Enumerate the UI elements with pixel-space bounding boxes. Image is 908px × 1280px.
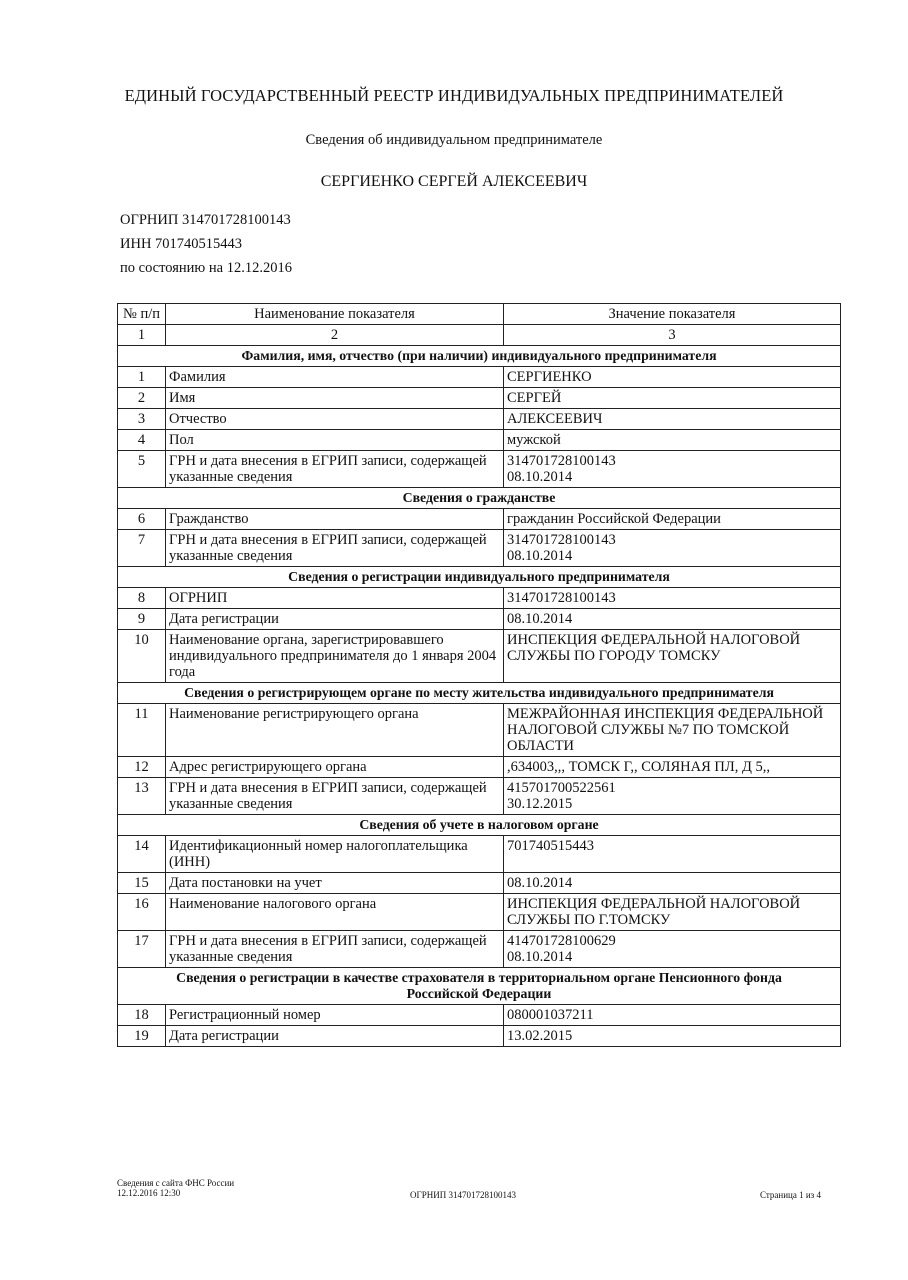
row-number: 17 — [118, 931, 166, 968]
indicator-value: мужской — [504, 430, 841, 451]
indicator-value: 080001037211 — [504, 1005, 841, 1026]
indicator-value — [504, 931, 841, 968]
table-index-row — [118, 325, 841, 346]
indicator-value-line: 08.10.2014 — [507, 548, 573, 564]
index-cell-3: 3 — [504, 325, 841, 346]
indicator-name: Фамилия — [166, 367, 504, 388]
indicator-name: Дата регистрации — [166, 609, 504, 630]
row-number: 8 — [118, 588, 166, 609]
row-number: 14 — [118, 836, 166, 873]
indicator-value: АЛЕКСЕЕВИЧ — [504, 409, 841, 430]
section-header-row — [118, 683, 841, 704]
indicator-name: Наименование регистрирующего органа — [166, 704, 504, 757]
row-number: 9 — [118, 609, 166, 630]
header-cell-name: Наименование показателя — [166, 304, 504, 325]
row-number: 2 — [118, 388, 166, 409]
footer-source-text: Сведения с сайта ФНС России — [117, 1178, 235, 1188]
indicator-name: ГРН и дата внесения в ЕГРИП записи, содержащей указанные сведения — [166, 931, 504, 968]
row-number: 5 — [118, 451, 166, 488]
row-number: 13 — [118, 778, 166, 815]
table-row — [118, 836, 841, 873]
indicator-name: Наименование органа, зарегистрировавшего индивидуального предпринимателя до 1 января 2004 года — [166, 630, 504, 683]
indicator-name: ГРН и дата внесения в ЕГРИП записи, содержащей указанные сведения — [166, 451, 504, 488]
table-row — [118, 530, 841, 567]
table-row — [118, 778, 841, 815]
indicator-value: 08.10.2014 — [504, 609, 841, 630]
document-subtitle: Сведения об индивидуальном предпринимателе — [305, 132, 603, 148]
section-header-row — [118, 488, 841, 509]
index-cell-2: 2 — [166, 325, 504, 346]
indicator-value: 701740515443 — [504, 836, 841, 873]
indicator-value: ИНСПЕКЦИЯ ФЕДЕРАЛЬНОЙ НАЛОГОВОЙ СЛУЖБЫ ПО ГОРОДУ ТОМСКУ — [504, 630, 841, 683]
section-title: Сведения об учете в налоговом органе — [118, 815, 841, 836]
section-title: Фамилия, имя, отчество (при наличии) индивидуального предпринимателя — [118, 346, 841, 367]
registry-table — [117, 303, 841, 1047]
row-number: 15 — [118, 873, 166, 894]
date-line: по состоянию на 12.12.2016 — [120, 260, 292, 276]
section-title: Сведения о регистрирующем органе по месту жительства индивидуального предпринимателя — [118, 683, 841, 704]
ogrnip-line: ОГРНИП 314701728100143 — [120, 212, 291, 228]
indicator-name: Наименование налогового органа — [166, 894, 504, 931]
indicator-name: Идентификационный номер налогоплательщика (ИНН) — [166, 836, 504, 873]
row-number: 11 — [118, 704, 166, 757]
index-cell-1: 1 — [118, 325, 166, 346]
header-cell-number: № п/п — [118, 304, 166, 325]
table-row — [118, 630, 841, 683]
indicator-value — [504, 530, 841, 567]
table-row — [118, 409, 841, 430]
indicator-value-line: 30.12.2015 — [507, 796, 573, 812]
row-number: 7 — [118, 530, 166, 567]
footer-ogrnip: ОГРНИП 314701728100143 — [410, 1190, 516, 1200]
document-title: ЕДИНЫЙ ГОСУДАРСТВЕННЫЙ РЕЕСТР ИНДИВИДУАЛЬНЫХ ПРЕДПРИНИМАТЕЛЕЙ — [124, 86, 784, 105]
table-row — [118, 588, 841, 609]
indicator-value-line: 415701700522561 — [507, 780, 616, 796]
indicator-value: 08.10.2014 — [504, 873, 841, 894]
indicator-name: ГРН и дата внесения в ЕГРИП записи, содержащей указанные сведения — [166, 778, 504, 815]
person-name: СЕРГИЕНКО СЕРГЕЙ АЛЕКСЕЕВИЧ — [320, 173, 588, 190]
table-row — [118, 931, 841, 968]
table-row — [118, 388, 841, 409]
indicator-value — [504, 778, 841, 815]
row-number: 6 — [118, 509, 166, 530]
table-row — [118, 609, 841, 630]
header-cell-value: Значение показателя — [504, 304, 841, 325]
section-header-row — [118, 567, 841, 588]
table-row — [118, 704, 841, 757]
row-number: 10 — [118, 630, 166, 683]
table-row — [118, 1026, 841, 1047]
indicator-value: СЕРГЕЙ — [504, 388, 841, 409]
indicator-value: МЕЖРАЙОННАЯ ИНСПЕКЦИЯ ФЕДЕРАЛЬНОЙ НАЛОГОВОЙ СЛУЖБЫ №7 ПО ТОМСКОЙ ОБЛАСТИ — [504, 704, 841, 757]
table-header-row — [118, 304, 841, 325]
indicator-value: 314701728100143 — [504, 588, 841, 609]
footer-source — [117, 1178, 234, 1198]
indicator-value: 13.02.2015 — [504, 1026, 841, 1047]
table-row — [118, 757, 841, 778]
indicator-value: СЕРГИЕНКО — [504, 367, 841, 388]
indicator-value: ИНСПЕКЦИЯ ФЕДЕРАЛЬНОЙ НАЛОГОВОЙ СЛУЖБЫ ПО Г.ТОМСКУ — [504, 894, 841, 931]
indicator-value: гражданин Российской Федерации — [504, 509, 841, 530]
table-row — [118, 1005, 841, 1026]
table-row — [118, 873, 841, 894]
indicator-name: Дата постановки на учет — [166, 873, 504, 894]
row-number: 3 — [118, 409, 166, 430]
row-number: 1 — [118, 367, 166, 388]
indicator-value: ,634003,,, ТОМСК Г,, СОЛЯНАЯ ПЛ, Д 5,, — [504, 757, 841, 778]
footer-page-number: Страница 1 из 4 — [760, 1190, 821, 1200]
section-title: Сведения о регистрации индивидуального предпринимателя — [118, 567, 841, 588]
section-header-row — [118, 815, 841, 836]
table-row — [118, 430, 841, 451]
inn-line: ИНН 701740515443 — [120, 236, 243, 252]
indicator-value-line: 08.10.2014 — [507, 949, 573, 965]
indicator-value-line: 314701728100143 — [507, 453, 616, 469]
indicator-name: Отчество — [166, 409, 504, 430]
indicator-name: Регистрационный номер — [166, 1005, 504, 1026]
indicator-value-line: 08.10.2014 — [507, 469, 573, 485]
table-row — [118, 509, 841, 530]
indicator-name: Имя — [166, 388, 504, 409]
table-row — [118, 451, 841, 488]
row-number: 12 — [118, 757, 166, 778]
indicator-value-line: 314701728100143 — [507, 532, 616, 548]
indicator-name: Адрес регистрирующего органа — [166, 757, 504, 778]
indicator-name: ОГРНИП — [166, 588, 504, 609]
section-title: Сведения о регистрации в качестве страхователя в территориальном органе Пенсионного фонда Российской Федерации — [118, 968, 841, 1005]
row-number: 4 — [118, 430, 166, 451]
table-row — [118, 894, 841, 931]
row-number: 16 — [118, 894, 166, 931]
section-title: Сведения о гражданстве — [118, 488, 841, 509]
indicator-name: Пол — [166, 430, 504, 451]
section-header-row — [118, 346, 841, 367]
footer-datetime: 12.12.2016 12:30 — [117, 1188, 181, 1198]
table-row — [118, 367, 841, 388]
indicator-value-line: 414701728100629 — [507, 933, 616, 949]
indicator-name: ГРН и дата внесения в ЕГРИП записи, содержащей указанные сведения — [166, 530, 504, 567]
row-number: 19 — [118, 1026, 166, 1047]
row-number: 18 — [118, 1005, 166, 1026]
indicator-value — [504, 451, 841, 488]
indicator-name: Дата регистрации — [166, 1026, 504, 1047]
section-header-row — [118, 968, 841, 1005]
indicator-name: Гражданство — [166, 509, 504, 530]
